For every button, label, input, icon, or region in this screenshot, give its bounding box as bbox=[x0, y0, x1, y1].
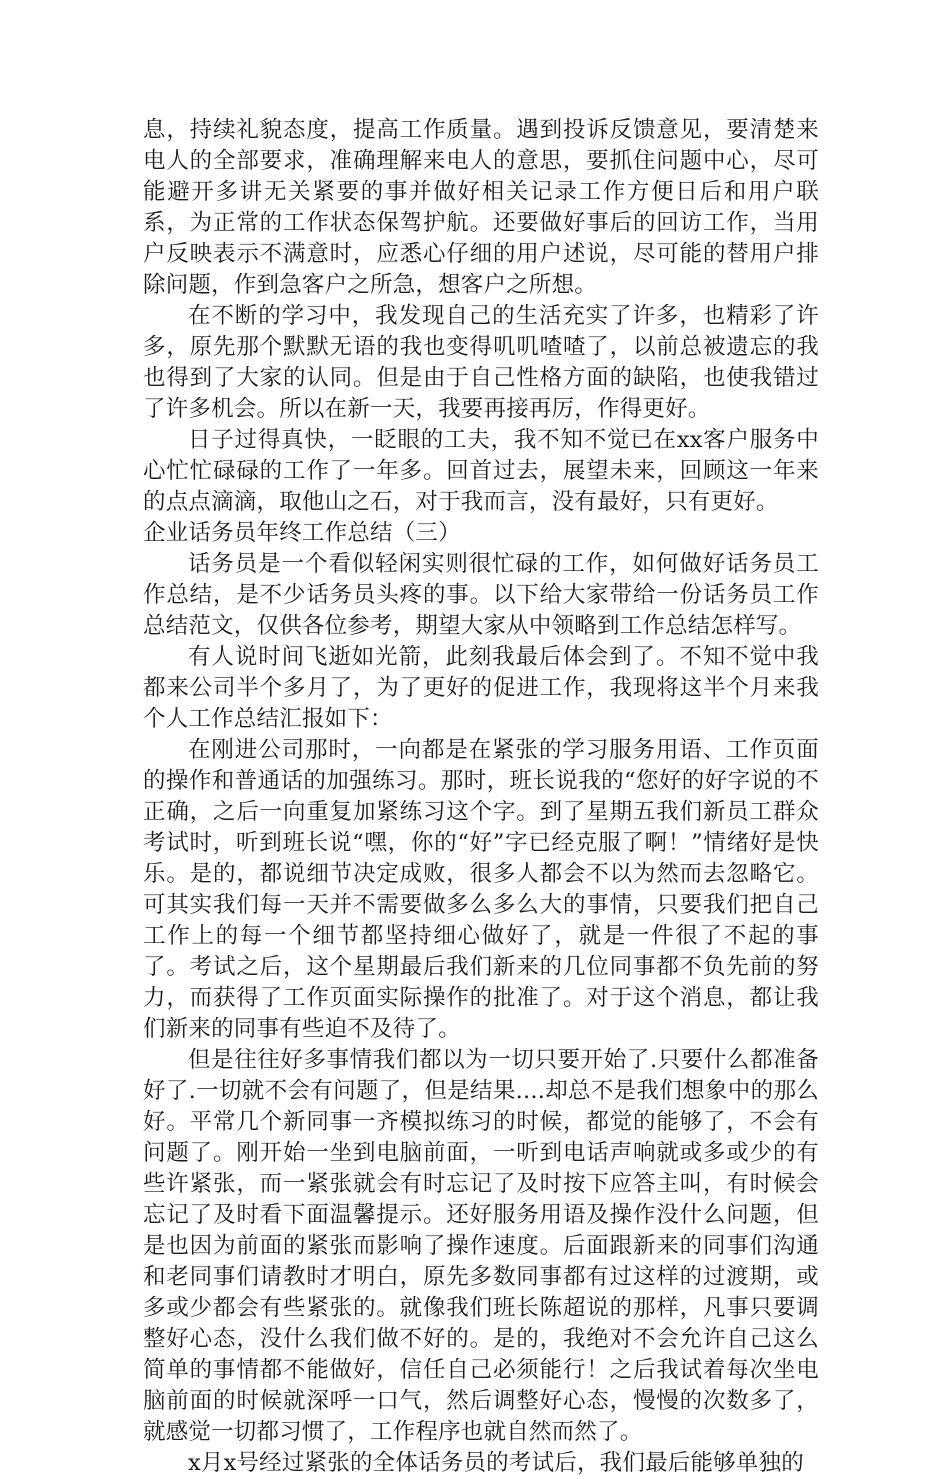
section-heading: 企业话务员年终工作总结（三） bbox=[143, 520, 461, 546]
paragraph-7: 在刚进公司那时，一向都是在紧张的学习服务用语、工作页面的操作和普通话的加强练习。那时，班长说我的“您好的好字说的不正确，之后一向重复加紧练习这个字。到了星期五我们新员工群众考试时，听到班长说“嘿，你的“好”字已经克服了啊！”情绪好是快乐。是的，都说细节决定成败，很多人都会不以为然而去忽略它。可其实我们每一天并不需要做多么多么大的事情，只要我们把自己工作上的每一个细节都坚持细心做好了，就是一件很了不起的事了。考试之后，这个星期最后我们新来的几位同事都不负先前的努力，而获得了工作页面实际操作的批准了。对于这个消息，都让我们新来的同事有些迫不及待了。 bbox=[143, 737, 819, 1042]
paragraph-3: 日子过得真快，一眨眼的工夫，我不知不觉已在xx客户服务中心忙忙碌碌的工作了一年多。回首过去，展望未来，回顾这一年来的点点滴滴，取他山之石，对于我而言，没有最好，只有更好。 bbox=[143, 427, 819, 515]
document-page bbox=[143, 115, 819, 1479]
paragraph-5: 话务员是一个看似轻闲实则很忙碌的工作，如何做好话务员工作总结，是不少话务员头疼的事。以下给大家带给一份话务员工作总结范文，仅供各位参考，期望大家从中领略到工作总结怎样写。 bbox=[143, 551, 819, 639]
paragraph-6: 有人说时间飞逝如光箭，此刻我最后体会到了。不知不觉中我都来公司半个多月了，为了更好的促进工作，我现将这半个月来我个人工作总结汇报如下： bbox=[143, 644, 819, 732]
paragraph-9: x月x号经过紧张的全体话务员的考试后，我们最后能够单独的 bbox=[188, 1450, 804, 1476]
paragraph-1: 息，持续礼貌态度，提高工作质量。遇到投诉反馈意见，要清楚来电人的全部要求，准确理解来电人的意思，要抓住问题中心，尽可能避开多讲无关紧要的事并做好相关记录工作方便日后和用户联系，为正常的工作状态保驾护航。还要做好事后的回访工作，当用户反映表示不满意时，应悉心仔细的用户述说，尽可能的替用户排除问题，作到急客户之所急，想客户之所想。 bbox=[143, 117, 819, 298]
paragraph-2: 在不断的学习中，我发现自己的生活充实了许多，也精彩了许多，原先那个默默无语的我也变得叽叽喳喳了，以前总被遗忘的我也得到了大家的认同。但是由于自己性格方面的缺陷，也使我错过了许多机会。所以在新一天，我要再接再厉，作得更好。 bbox=[143, 303, 819, 422]
paragraph-8: 但是往往好多事情我们都以为一切只要开始了.只要什么都准备好了.一切就不会有问题了，但是结果....却总不是我们想象中的那么好。平常几个新同事一齐模拟练习的时候，都觉的能够了，不会有问题了。刚开始一坐到电脑前面，一听到电话声响就或多或少的有些许紧张，而一紧张就会有时忘记了及时按下应答主叫，有时候会忘记了及时看下面温馨提示。还好服务用语及操作没什么问题，但是也因为前面的紧张而影响了操作速度。后面跟新来的同事们沟通和老同事们请教时才明白，原先多数同事都有过这样的过渡期，或多或少都会有些紧张的。就像我们班长陈超说的那样，凡事只要调整好心态，没什么我们做不好的。是的，我绝对不会允许自己这么简单的事情都不能做好，信任自己必须能行！之后我试着每次坐电脑前面的时候就深呼一口气，然后调整好心态，慢慢的次数多了，就感觉一切都习惯了，工作程序也就自然而然了。 bbox=[143, 1047, 819, 1445]
